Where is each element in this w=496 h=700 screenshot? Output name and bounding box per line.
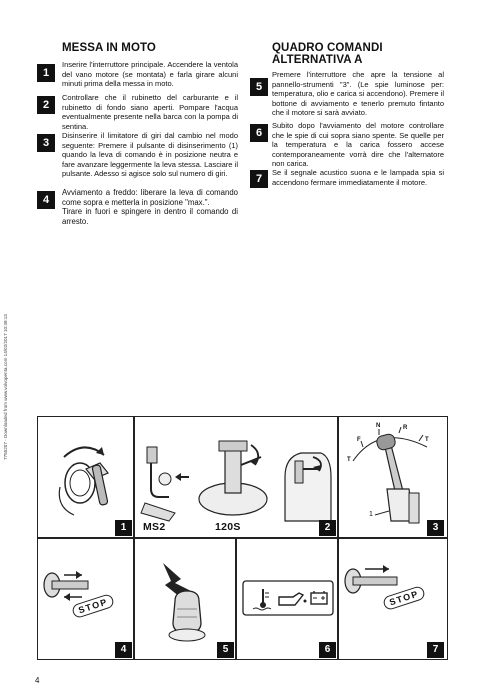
- step-3-paragraph: Disinserire il limitatore di giri dal cambio nel modo seguente: Premere il pulsante di disinserimento (1) quando la leva di comando è in posizione neutra e fare avanzare leggermente la leva stessa. Lasciare il pulsante. Adesso si agisce solo sul numero di giri.: [62, 131, 238, 179]
- valves-illustration: [135, 417, 338, 538]
- section-heading-panel: QUADRO COMANDI ALTERNATIVA A: [272, 42, 383, 66]
- figure-2-valves: [134, 416, 338, 538]
- lever-mark-n: N: [376, 423, 381, 429]
- step-3-text: [62, 131, 238, 179]
- lever-mark-r: R: [403, 425, 408, 431]
- figure-6-warning-lamps: [236, 538, 338, 660]
- step-5-paragraph: Premere l'interruttore che apre la tensione al pannello-strumenti "3". (Le spie luminose per: temperatura, olio e carica si accendono). Premere il bottone di avviamento e tenerlo premuto fintanto che il motore si sarà avviato.: [272, 70, 444, 118]
- step-4-text: [62, 188, 238, 226]
- stop-knob: STOP: [71, 593, 116, 619]
- figure-7-label: 7: [427, 642, 444, 658]
- figure-3-label: 3: [427, 520, 444, 536]
- illustration-grid: [37, 416, 448, 660]
- step-4-paragraph-1: Avviamento a freddo: liberare la leva di comando come sopra e metterla in posizione "max.".: [62, 188, 238, 207]
- figure-5-start-button: [134, 538, 236, 660]
- lever-mark-t-left: T: [347, 457, 351, 463]
- step-4-number: 4: [37, 191, 55, 209]
- step-7-paragraph: Se il segnale acustico suona e le lampada spia si accendono fermare immediatamente il motore.: [272, 168, 444, 187]
- release-button-callout: 1: [369, 511, 373, 518]
- figure-1-main-switch: [37, 416, 134, 538]
- step-4-paragraph-2: Tirare in fuori e spingere in dentro il comando di arresto.: [62, 207, 238, 226]
- model-label-120s: 120S: [215, 521, 241, 533]
- figure-4-label: 4: [115, 642, 132, 658]
- stop-knob-2: STOP: [382, 585, 427, 611]
- figure-5-label: 5: [217, 642, 234, 658]
- model-label-ms2: MS2: [143, 521, 166, 533]
- step-1-text: [62, 60, 238, 89]
- step-5-number: 5: [250, 78, 268, 96]
- figure-3-control-lever: [338, 416, 448, 538]
- step-2-text: [62, 93, 238, 131]
- step-7-text: [272, 168, 444, 187]
- figure-1-label: 1: [115, 520, 132, 536]
- step-5-text: [272, 70, 444, 118]
- step-1-number: 1: [37, 64, 55, 82]
- page-number: 4: [35, 676, 40, 685]
- step-6-paragraph: Subito dopo l'avviamento del motore controllare che le spie di cui sopra siano spente. Se quelle per la temperatura e la carica fossero accese contemporaneamente vorrà dire che l'alternatore non carica.: [272, 121, 444, 169]
- step-1-paragraph: Inserire l'interruttore principale. Accendere la ventola del vano motore (se montata) e farla girare alcuni minuti prima della messa in moto.: [62, 60, 238, 89]
- lever-mark-t-right: T: [425, 437, 429, 443]
- section-heading-start: MESSA IN MOTO: [62, 42, 156, 54]
- step-7-number: 7: [250, 170, 268, 188]
- download-note: 7755207 - Downloaded from www.volvopenta.com 14/02/2017 10:49:13: [3, 314, 8, 460]
- step-2-number: 2: [37, 96, 55, 114]
- figure-4-stop-control: [37, 538, 134, 660]
- step-6-number: 6: [250, 124, 268, 142]
- figure-7-stop-control: [338, 538, 448, 660]
- figure-2-label: 2: [319, 520, 336, 536]
- step-3-number: 3: [37, 134, 55, 152]
- step-6-text: [272, 121, 444, 169]
- lever-mark-f: F: [357, 437, 361, 443]
- figure-6-label: 6: [319, 642, 336, 658]
- step-2-paragraph: Controllare che il rubinetto del carburante e il rubinetto di fondo siano aperti. Pompare l'acqua eventualmente presente nella barca con la pompa di sentina.: [62, 93, 238, 131]
